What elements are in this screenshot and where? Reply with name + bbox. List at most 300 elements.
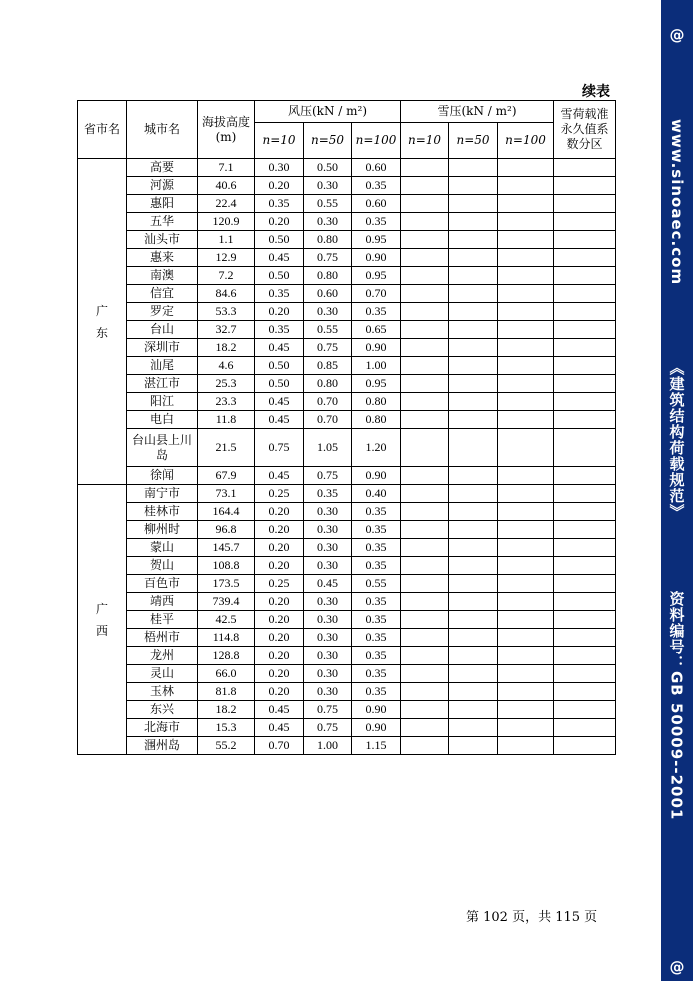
snow-zone-cell	[554, 321, 616, 339]
snow-n100-cell	[498, 357, 554, 375]
table-row	[78, 249, 616, 267]
snow-n100-cell	[498, 719, 554, 737]
wind-10-cell: 0.45	[255, 719, 304, 737]
wind-100-cell: 0.90	[352, 701, 401, 719]
wind-10-cell: 0.45	[255, 339, 304, 357]
table-row	[78, 177, 616, 195]
snow-n100-cell	[498, 593, 554, 611]
table-row	[78, 539, 616, 557]
table-row	[78, 719, 616, 737]
wind-50-cell: 0.75	[304, 701, 352, 719]
wind-50-cell: 0.45	[304, 575, 352, 593]
city-cell: 徐闻	[127, 467, 198, 485]
wind-50-cell: 0.50	[304, 159, 352, 177]
wind-100-cell: 0.35	[352, 611, 401, 629]
wind-10-cell: 0.20	[255, 177, 304, 195]
header-snow-zone	[554, 101, 616, 159]
city-cell: 南宁市	[127, 485, 198, 503]
wind-100-cell: 0.90	[352, 249, 401, 267]
snow-n10-cell	[401, 737, 449, 755]
snow-zone-cell	[554, 339, 616, 357]
snow-n100-cell	[498, 701, 554, 719]
snow-n10-cell	[401, 321, 449, 339]
snow-zone-cell	[554, 647, 616, 665]
snow-n10-cell	[401, 375, 449, 393]
snow-n10-cell	[401, 357, 449, 375]
province-name: 广西	[95, 601, 108, 638]
wind-100-cell: 0.60	[352, 159, 401, 177]
snow-n50-cell	[449, 213, 498, 231]
snow-n50-cell	[449, 249, 498, 267]
snow-n10-cell	[401, 629, 449, 647]
snow-zone-cell	[554, 575, 616, 593]
snow-n10-cell	[401, 213, 449, 231]
wind-10-cell: 0.45	[255, 249, 304, 267]
snow-n50-cell	[449, 683, 498, 701]
snow-n50-cell	[449, 719, 498, 737]
continued-label: 续表	[582, 84, 610, 100]
header-altitude-line1: 海拔高度	[201, 114, 250, 129]
snow-n100-cell	[498, 539, 554, 557]
snow-zone-cell	[554, 683, 616, 701]
snow-n50-cell	[449, 303, 498, 321]
header-snow-pressure: 雪压(kN / m²)	[401, 101, 554, 123]
snow-n10-cell	[401, 467, 449, 485]
snow-n50-cell	[449, 521, 498, 539]
altitude-cell: 164.4	[198, 503, 255, 521]
wind-50-cell: 0.30	[304, 521, 352, 539]
snow-n100-cell	[498, 557, 554, 575]
altitude-cell: 55.2	[198, 737, 255, 755]
city-cell: 灵山	[127, 665, 198, 683]
table-row	[78, 521, 616, 539]
altitude-cell: 40.6	[198, 177, 255, 195]
wind-100-cell: 0.90	[352, 339, 401, 357]
snow-n50-cell	[449, 375, 498, 393]
wind-10-cell: 0.20	[255, 611, 304, 629]
altitude-cell: 1.1	[198, 231, 255, 249]
table-row	[78, 647, 616, 665]
page-footer: 第 102 页，共 115 页	[466, 910, 598, 925]
snow-n10-cell	[401, 177, 449, 195]
snow-zone-cell	[554, 177, 616, 195]
snow-n10-cell	[401, 393, 449, 411]
wind-100-cell: 0.80	[352, 411, 401, 429]
snow-zone-cell	[554, 485, 616, 503]
snow-zone-cell	[554, 429, 616, 467]
header-snow-zone-line3: 数分区	[566, 137, 603, 151]
altitude-cell: 67.9	[198, 467, 255, 485]
province-cell	[78, 485, 127, 755]
snow-n100-cell	[498, 629, 554, 647]
wind-100-cell: 0.70	[352, 285, 401, 303]
snow-n50-cell	[449, 647, 498, 665]
wind-10-cell: 0.20	[255, 503, 304, 521]
snow-zone-cell	[554, 159, 616, 177]
snow-n50-cell	[449, 411, 498, 429]
province-cell	[78, 159, 127, 485]
table-row	[78, 737, 616, 755]
snow-n10-cell	[401, 249, 449, 267]
wind-100-cell: 0.35	[352, 539, 401, 557]
snow-zone-cell	[554, 611, 616, 629]
snow-zone-cell	[554, 629, 616, 647]
table-row	[78, 611, 616, 629]
wind-10-cell: 0.35	[255, 321, 304, 339]
city-cell: 贺山	[127, 557, 198, 575]
snow-n10-cell	[401, 557, 449, 575]
city-cell: 湛江市	[127, 375, 198, 393]
wind-50-cell: 0.70	[304, 411, 352, 429]
wind-50-cell: 0.75	[304, 249, 352, 267]
city-cell: 桂林市	[127, 503, 198, 521]
city-cell: 电白	[127, 411, 198, 429]
table-row	[78, 303, 616, 321]
wind-50-cell: 0.30	[304, 539, 352, 557]
wind-50-cell: 0.85	[304, 357, 352, 375]
table-row	[78, 485, 616, 503]
altitude-cell: 7.2	[198, 267, 255, 285]
snow-n100-cell	[498, 647, 554, 665]
wind-10-cell: 0.75	[255, 429, 304, 467]
snow-n50-cell	[449, 575, 498, 593]
table-row	[78, 375, 616, 393]
wind-10-cell: 0.25	[255, 485, 304, 503]
snow-n10-cell	[401, 611, 449, 629]
table-row	[78, 593, 616, 611]
wind-100-cell: 0.35	[352, 303, 401, 321]
table-row	[78, 159, 616, 177]
altitude-cell: 66.0	[198, 665, 255, 683]
city-cell: 台山	[127, 321, 198, 339]
table-row	[78, 285, 616, 303]
table-row	[78, 411, 616, 429]
wind-10-cell: 0.25	[255, 575, 304, 593]
altitude-cell: 23.3	[198, 393, 255, 411]
snow-zone-cell	[554, 249, 616, 267]
table-row	[78, 339, 616, 357]
snow-zone-cell	[554, 285, 616, 303]
wind-100-cell: 1.15	[352, 737, 401, 755]
snow-zone-cell	[554, 357, 616, 375]
city-cell: 罗定	[127, 303, 198, 321]
city-cell: 柳州时	[127, 521, 198, 539]
snow-n100-cell	[498, 683, 554, 701]
table-row	[78, 213, 616, 231]
snow-zone-cell	[554, 231, 616, 249]
table-row	[78, 557, 616, 575]
wind-50-cell: 1.00	[304, 737, 352, 755]
wind-50-cell: 0.30	[304, 611, 352, 629]
wind-100-cell: 0.35	[352, 629, 401, 647]
snow-n10-cell	[401, 701, 449, 719]
province-name: 广东	[95, 303, 108, 340]
snow-n50-cell	[449, 737, 498, 755]
snow-n10-cell	[401, 521, 449, 539]
snow-n10-cell	[401, 503, 449, 521]
snow-n50-cell	[449, 467, 498, 485]
header-snow-n50: n=50	[449, 123, 498, 159]
wind-50-cell: 0.30	[304, 629, 352, 647]
snow-n50-cell	[449, 485, 498, 503]
wind-50-cell: 0.80	[304, 375, 352, 393]
city-cell: 蒙山	[127, 539, 198, 557]
wind-100-cell: 0.35	[352, 503, 401, 521]
snow-n50-cell	[449, 267, 498, 285]
wind-10-cell: 0.20	[255, 629, 304, 647]
header-snow-zone-line2: 永久值系	[560, 122, 609, 136]
snow-n50-cell	[449, 231, 498, 249]
wind-50-cell: 0.55	[304, 321, 352, 339]
city-cell: 惠来	[127, 249, 198, 267]
header-snow-n10: n=10	[401, 123, 449, 159]
wind-100-cell: 0.90	[352, 467, 401, 485]
city-cell: 靖西	[127, 593, 198, 611]
wind-10-cell: 0.20	[255, 539, 304, 557]
altitude-cell: 25.3	[198, 375, 255, 393]
snow-n10-cell	[401, 683, 449, 701]
snow-n50-cell	[449, 701, 498, 719]
header-wind-n100: n=100	[352, 123, 401, 159]
wind-10-cell: 0.20	[255, 213, 304, 231]
city-cell: 河源	[127, 177, 198, 195]
altitude-cell: 128.8	[198, 647, 255, 665]
altitude-cell: 739.4	[198, 593, 255, 611]
document-title: 《建筑结构荷载规范》	[667, 360, 686, 520]
snow-n100-cell	[498, 429, 554, 467]
snow-n50-cell	[449, 593, 498, 611]
snow-n100-cell	[498, 267, 554, 285]
snow-zone-cell	[554, 393, 616, 411]
wind-100-cell: 0.35	[352, 683, 401, 701]
snow-zone-cell	[554, 303, 616, 321]
header-city: 城市名	[127, 101, 198, 159]
wind-10-cell: 0.20	[255, 683, 304, 701]
wind-10-cell: 0.50	[255, 231, 304, 249]
table-row	[78, 665, 616, 683]
wind-50-cell: 0.60	[304, 285, 352, 303]
wind-10-cell: 0.20	[255, 593, 304, 611]
snow-n10-cell	[401, 593, 449, 611]
wind-50-cell: 0.30	[304, 665, 352, 683]
altitude-cell: 11.8	[198, 411, 255, 429]
table-row	[78, 429, 616, 467]
altitude-cell: 73.1	[198, 485, 255, 503]
wind-10-cell: 0.35	[255, 285, 304, 303]
table-row	[78, 231, 616, 249]
wind-100-cell: 0.35	[352, 177, 401, 195]
snow-n100-cell	[498, 503, 554, 521]
wind-50-cell: 0.30	[304, 647, 352, 665]
header-wind-n50: n=50	[304, 123, 352, 159]
altitude-cell: 32.7	[198, 321, 255, 339]
snow-zone-cell	[554, 503, 616, 521]
snow-n50-cell	[449, 177, 498, 195]
site-url: www.sinoaec.com	[668, 118, 686, 286]
city-cell: 涠州岛	[127, 737, 198, 755]
wind-50-cell: 0.30	[304, 683, 352, 701]
altitude-cell: 22.4	[198, 195, 255, 213]
altitude-cell: 21.5	[198, 429, 255, 467]
altitude-cell: 18.2	[198, 339, 255, 357]
snow-zone-cell	[554, 593, 616, 611]
snow-n10-cell	[401, 303, 449, 321]
wind-100-cell: 0.35	[352, 557, 401, 575]
snow-n50-cell	[449, 159, 498, 177]
snow-n10-cell	[401, 159, 449, 177]
wind-50-cell: 0.80	[304, 231, 352, 249]
header-wind-pressure: 风压(kN / m²)	[255, 101, 401, 123]
wind-snow-pressure-table	[77, 100, 616, 755]
snow-zone-cell	[554, 539, 616, 557]
snow-zone-cell	[554, 719, 616, 737]
wind-50-cell: 0.80	[304, 267, 352, 285]
table-row	[78, 575, 616, 593]
wind-10-cell: 0.50	[255, 375, 304, 393]
table-row	[78, 503, 616, 521]
header-wind-n10: n=10	[255, 123, 304, 159]
snow-n100-cell	[498, 375, 554, 393]
snow-n100-cell	[498, 393, 554, 411]
city-cell: 北海市	[127, 719, 198, 737]
wind-10-cell: 0.20	[255, 665, 304, 683]
wind-100-cell: 0.40	[352, 485, 401, 503]
wind-100-cell: 0.95	[352, 231, 401, 249]
wind-10-cell: 0.35	[255, 195, 304, 213]
snow-n50-cell	[449, 665, 498, 683]
header-altitude-line2: (m)	[215, 129, 237, 144]
snow-n100-cell	[498, 285, 554, 303]
table-row	[78, 701, 616, 719]
snow-n10-cell	[401, 539, 449, 557]
header-snow-zone-line1: 雪荷载准	[560, 107, 609, 121]
wind-10-cell: 0.20	[255, 647, 304, 665]
snow-n100-cell	[498, 231, 554, 249]
snow-n100-cell	[498, 213, 554, 231]
snow-n50-cell	[449, 503, 498, 521]
snow-zone-cell	[554, 375, 616, 393]
snow-n100-cell	[498, 575, 554, 593]
snow-n100-cell	[498, 195, 554, 213]
snow-zone-cell	[554, 411, 616, 429]
snow-zone-cell	[554, 557, 616, 575]
snow-n100-cell	[498, 485, 554, 503]
altitude-cell: 15.3	[198, 719, 255, 737]
snow-n10-cell	[401, 339, 449, 357]
altitude-cell: 114.8	[198, 629, 255, 647]
snow-n50-cell	[449, 539, 498, 557]
table-row	[78, 683, 616, 701]
snow-n10-cell	[401, 485, 449, 503]
snow-n10-cell	[401, 285, 449, 303]
at-symbol-bottom: @	[669, 958, 685, 976]
altitude-cell: 108.8	[198, 557, 255, 575]
snow-n10-cell	[401, 429, 449, 467]
wind-50-cell: 0.30	[304, 557, 352, 575]
at-symbol-top: @	[669, 26, 685, 44]
header-snow-n100: n=100	[498, 123, 554, 159]
snow-n50-cell	[449, 629, 498, 647]
altitude-cell: 4.6	[198, 357, 255, 375]
wind-50-cell: 0.75	[304, 719, 352, 737]
snow-n50-cell	[449, 321, 498, 339]
snow-n100-cell	[498, 249, 554, 267]
snow-n50-cell	[449, 611, 498, 629]
wind-50-cell: 1.05	[304, 429, 352, 467]
wind-100-cell: 1.20	[352, 429, 401, 467]
snow-zone-cell	[554, 737, 616, 755]
table-row	[78, 393, 616, 411]
wind-100-cell: 0.55	[352, 575, 401, 593]
city-cell: 台山县上川岛	[127, 429, 198, 467]
wind-10-cell: 0.20	[255, 303, 304, 321]
city-cell: 汕尾	[127, 357, 198, 375]
snow-n50-cell	[449, 357, 498, 375]
altitude-cell: 173.5	[198, 575, 255, 593]
wind-50-cell: 0.30	[304, 503, 352, 521]
wind-10-cell: 0.20	[255, 557, 304, 575]
snow-n100-cell	[498, 467, 554, 485]
altitude-cell: 42.5	[198, 611, 255, 629]
city-cell: 龙州	[127, 647, 198, 665]
wind-50-cell: 0.30	[304, 303, 352, 321]
snow-n50-cell	[449, 429, 498, 467]
city-cell: 汕头市	[127, 231, 198, 249]
header-province: 省市名	[78, 101, 127, 159]
altitude-cell: 7.1	[198, 159, 255, 177]
document-code: 资料编号：GB 50009--2001	[667, 591, 686, 821]
snow-n100-cell	[498, 611, 554, 629]
wind-100-cell: 0.60	[352, 195, 401, 213]
snow-n50-cell	[449, 339, 498, 357]
wind-50-cell: 0.70	[304, 393, 352, 411]
wind-50-cell: 0.30	[304, 177, 352, 195]
wind-100-cell: 0.90	[352, 719, 401, 737]
snow-n100-cell	[498, 159, 554, 177]
wind-10-cell: 0.45	[255, 411, 304, 429]
snow-n100-cell	[498, 177, 554, 195]
city-cell: 五华	[127, 213, 198, 231]
wind-50-cell: 0.30	[304, 593, 352, 611]
table-row	[78, 195, 616, 213]
wind-100-cell: 0.95	[352, 375, 401, 393]
wind-100-cell: 0.65	[352, 321, 401, 339]
snow-n100-cell	[498, 737, 554, 755]
city-cell: 高要	[127, 159, 198, 177]
table-body	[78, 159, 616, 755]
wind-50-cell: 0.35	[304, 485, 352, 503]
city-cell: 南澳	[127, 267, 198, 285]
snow-n10-cell	[401, 719, 449, 737]
altitude-cell: 18.2	[198, 701, 255, 719]
snow-n50-cell	[449, 195, 498, 213]
snow-zone-cell	[554, 195, 616, 213]
altitude-cell: 53.3	[198, 303, 255, 321]
snow-zone-cell	[554, 267, 616, 285]
sidebar-banner	[661, 0, 693, 981]
table-row	[78, 321, 616, 339]
snow-zone-cell	[554, 467, 616, 485]
snow-n50-cell	[449, 393, 498, 411]
table-row	[78, 357, 616, 375]
snow-n10-cell	[401, 195, 449, 213]
wind-50-cell: 0.75	[304, 467, 352, 485]
header-altitude	[198, 101, 255, 159]
altitude-cell: 145.7	[198, 539, 255, 557]
snow-n10-cell	[401, 647, 449, 665]
wind-10-cell: 0.45	[255, 701, 304, 719]
city-cell: 百色市	[127, 575, 198, 593]
